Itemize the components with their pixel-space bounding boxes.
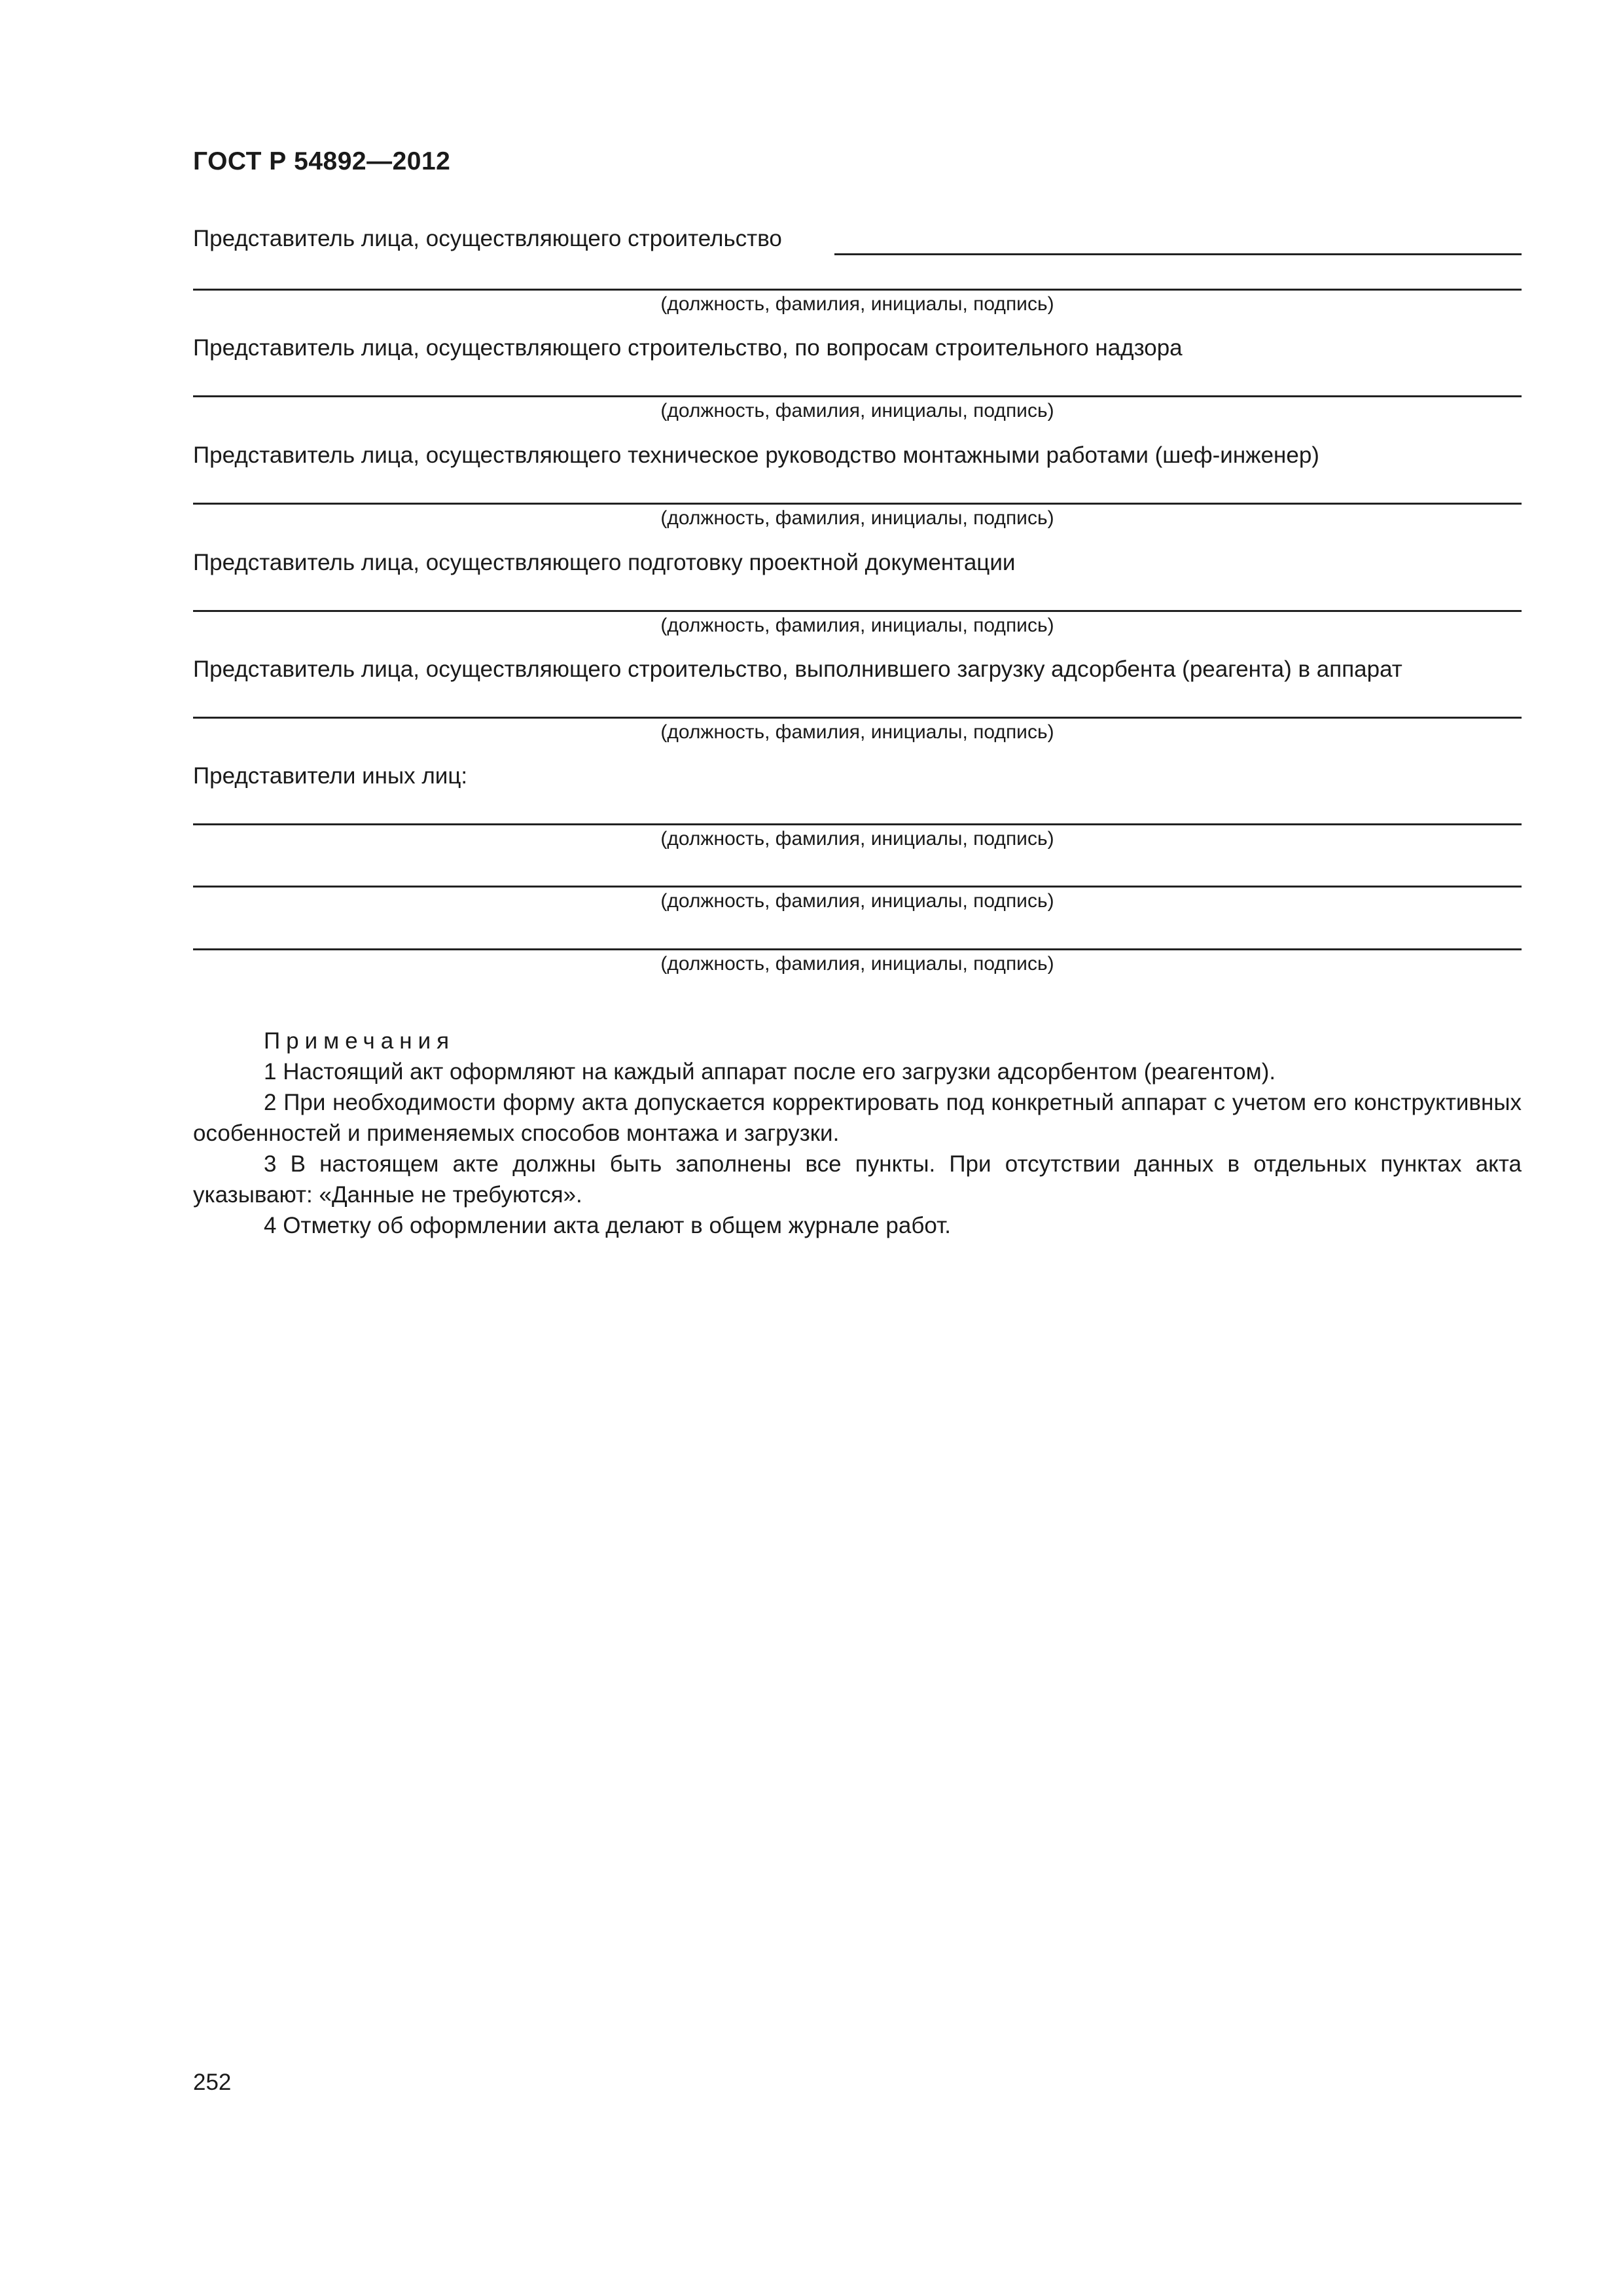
signature-line-supervision[interactable]	[193, 395, 1522, 397]
signature-caption: (должность, фамилия, инициалы, подпись)	[660, 890, 1054, 912]
note-item: 1 Настоящий акт оформляют на каждый аппарат после его загрузки адсорбентом (реагентом).	[264, 1059, 1276, 1085]
page-number: 252	[193, 2070, 232, 2095]
signature-caption: (должность, фамилия, инициалы, подпись)	[660, 293, 1054, 315]
signature-caption: (должность, фамилия, инициалы, подпись)	[660, 953, 1054, 975]
document-header: ГОСТ Р 54892—2012	[193, 147, 451, 175]
signature-label-others: Представители иных лиц:	[193, 763, 468, 789]
signature-label-supervision: Представитель лица, осуществляющего строительство, по вопросам строительного надзора	[193, 335, 1183, 361]
signature-label-design: Представитель лица, осуществляющего подготовку проектной документации	[193, 550, 1016, 575]
note-item: 3 В настоящем акте должны быть заполнены все пункты. При отсутствии данных в отдельных пунктах акта указывают: «Данные не требуются».	[193, 1151, 1522, 1208]
note-item: 2 При необходимости форму акта допускается корректировать под конкретный аппарат с учетом его конструктивных особенностей и применяемых способов монтажа и загрузки.	[193, 1090, 1522, 1146]
signature-line-design[interactable]	[193, 610, 1522, 612]
signature-line-loading[interactable]	[193, 717, 1522, 719]
signature-label-chief-engineer: Представитель лица, осуществляющего техническое руководство монтажными работами (шеф-инженер)	[193, 442, 1319, 468]
signature-caption: (должность, фамилия, инициалы, подпись)	[660, 828, 1054, 850]
note-item: 4 Отметку об оформлении акта делают в общем журнале работ.	[264, 1213, 951, 1238]
signature-line-other-3[interactable]	[193, 948, 1522, 950]
signature-line-chief-engineer[interactable]	[193, 503, 1522, 505]
signature-caption: (должность, фамилия, инициалы, подпись)	[660, 400, 1054, 422]
signature-label-builder: Представитель лица, осуществляющего строительство	[193, 226, 782, 251]
signature-caption: (должность, фамилия, инициалы, подпись)	[660, 507, 1054, 529]
signature-label-loading: Представитель лица, осуществляющего строительство, выполнившего загрузку адсорбента (реагента) в аппарат	[193, 656, 1402, 682]
signature-caption: (должность, фамилия, инициалы, подпись)	[660, 721, 1054, 743]
signature-line-builder[interactable]	[193, 289, 1522, 291]
signature-line-other-1[interactable]	[193, 823, 1522, 825]
signature-line-builder-inline[interactable]	[834, 253, 1522, 255]
notes-section	[193, 1026, 1522, 1241]
notes-title: Примечания	[264, 1028, 455, 1054]
signature-caption: (должность, фамилия, инициалы, подпись)	[660, 615, 1054, 636]
signature-line-other-2[interactable]	[193, 886, 1522, 888]
